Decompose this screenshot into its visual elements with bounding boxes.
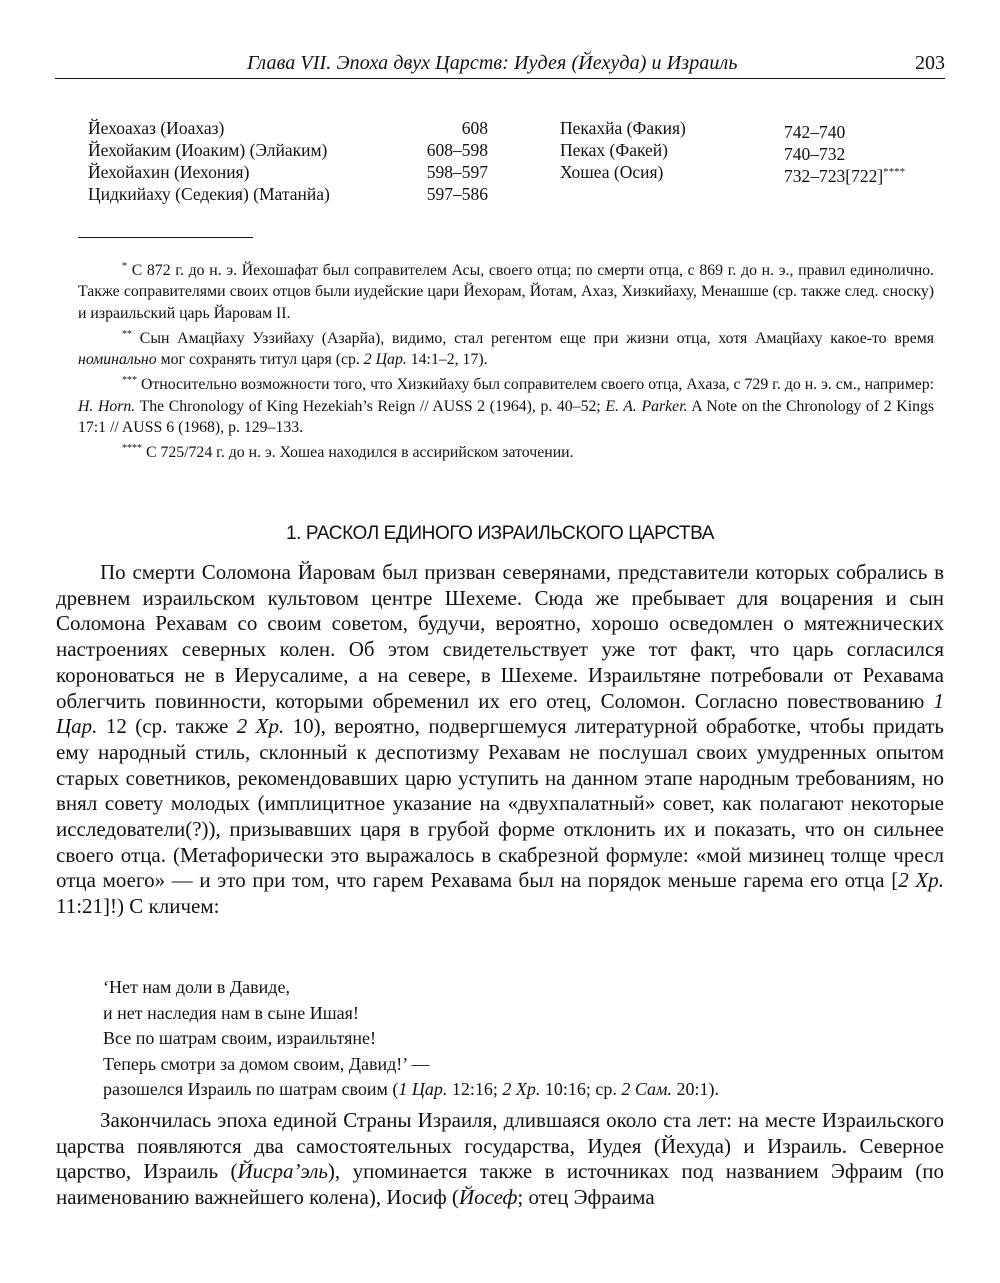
reign-years: 598–597 — [426, 162, 488, 182]
running-header — [55, 52, 945, 78]
reign-row — [560, 139, 940, 164]
reign-row — [88, 161, 488, 183]
footnote — [78, 324, 934, 371]
transliterated-term: Йисра’эль — [237, 1159, 328, 1184]
paragraph-text: Закончилась эпоха единой Страны Израиля, длившаяся около ста лет: на месте Израильского царства появляются два самостоятельных государства, Иудея (Йехуда) и Израиль. Северное царство, Израиль ( — [56, 1108, 944, 1184]
body-paragraph — [56, 1108, 944, 1211]
footnote-marker: **** — [122, 443, 142, 455]
reign-years: 608–598 — [426, 140, 488, 160]
footnotes — [78, 256, 934, 464]
quotation-line — [103, 1077, 719, 1103]
reign-row — [88, 117, 488, 139]
footnote-text: С 872 г. до н. э. Йехошафат был соправителем Асы, своего отца; по смерти отца, с 869 г. до н. э., правил единолично. Также соправителями своих отцов были иудейские цари Йехорам, Йотам, Ахаз, Хизкийаху, Менашше (ср. также след. сноску) и израильский царь Йаровам II. — [78, 262, 934, 322]
reign-table-judah — [88, 117, 488, 205]
footnote-text: The Chronology of King Hezekiah’s Reign // AUSS 2 (1964), p. 40–52; — [135, 397, 606, 415]
footnote — [78, 438, 934, 463]
scripture-reference: 1 Цар. — [56, 688, 944, 739]
paragraph-text: 11:21]!) С кличем: — [56, 894, 220, 919]
reign-row — [560, 161, 940, 186]
king-name: Пекахйа (Факия) — [560, 118, 686, 138]
footnote-emphasis: номинально — [78, 351, 157, 369]
quotation-line: Теперь смотри за домом своим, Давид!’ — — [103, 1053, 430, 1074]
footnote-text: Относительно возможности того, что Хизкийаху был соправителем своего отца, Ахаза, с 729 г. до н. э. см., например: — [140, 376, 934, 394]
footnote-marker: ** — [122, 328, 132, 340]
footnote-marker: **** — [883, 166, 906, 178]
footnote-text: 14:1–2, 17). — [406, 351, 488, 369]
reign-table-israel — [560, 117, 940, 186]
paragraph-text: 10), вероятно, подвергшемуся литературной обработке, чтобы придать ему народный стиль, склонный к деспотизму Рехавам не послушал своих умудренных опытом старых советников, рекомендовавших царю уступить на данном этапе народным требованиям, но внял совету молодых (имплицитное указание на «двухпалатный» совет, как полагают некоторые исследователи(?)), призывавших царя в грубой форме отклонить их и показать, что он сильнее своего отца. (Метафорически это выражалось в скабрезной формуле: «мой мизинец толще чресл отца моего» — и это при том, что гарем Рехавама был на порядок меньше гарема его отца [ — [56, 714, 945, 893]
king-name: Йехойахин (Иехония) — [88, 162, 250, 182]
author-name: H. Horn. — [78, 397, 136, 415]
quotation-text: 20:1). — [672, 1079, 720, 1099]
reign-years-value: 732–723[722] — [784, 166, 884, 186]
quotation-line: ‘Нет нам доли в Давиде, — [103, 977, 290, 997]
paragraph-text: ), упоминается также в источниках под названием Эфраим (по наименованию важнейшего колена), Иосиф ( — [56, 1159, 944, 1210]
footnote-marker: *** — [122, 375, 137, 387]
body-paragraph — [56, 560, 944, 920]
king-name: Цидкийаху (Седекия) (Матанйа) — [88, 184, 330, 204]
header-rule — [55, 78, 945, 79]
page-number: 203 — [915, 52, 945, 74]
reign-years-value: 742–740 — [784, 122, 846, 142]
reign-years — [784, 161, 905, 187]
quotation-text: 12:16; — [447, 1079, 503, 1099]
paragraph-text: По смерти Соломона Йаровам был призван северянами, представители которых собрались в древнем израильском культовом центре Шехеме. Сюда же пребывает для воцарения и сын Соломона Рехавам со своим советом, будучи, вероятно, хорошо осведомлен о мятежнических настроениях северных колен. Об этом свидетельствует уже тот факт, что царь согласился короноваться не в Иерусалиме, а на севере, в Шехеме. Израильтяне потребовали от Рехавама облегчить повинности, которыми обременил их его отец, Соломон. Согласно повествованию — [56, 560, 944, 713]
scripture-reference: 2 Хр. — [502, 1079, 541, 1099]
reign-years: 608 — [461, 118, 488, 138]
scripture-reference: 1 Цар. — [398, 1079, 448, 1099]
reign-row — [88, 139, 488, 161]
transliterated-term: Йосеф — [458, 1185, 518, 1210]
footnote-separator — [78, 237, 253, 238]
paragraph-text: 12 (ср. также — [97, 714, 237, 739]
quotation-text: 10:16; ср. — [540, 1079, 622, 1099]
reign-years-value: 740–732 — [784, 144, 846, 164]
quotation-block — [103, 975, 719, 1103]
king-name: Йехоахаз (Иоахаз) — [88, 118, 225, 138]
footnote-marker: * — [122, 261, 127, 272]
king-name: Пеках (Факей) — [560, 140, 668, 160]
reign-row — [560, 117, 940, 142]
scripture-reference: 2 Цар. — [363, 351, 407, 369]
quotation-text: разошелся Израиль по шатрам своим ( — [103, 1079, 399, 1099]
king-name: Йехойаким (Иоаким) (Элйаким) — [88, 140, 328, 160]
footnote — [78, 370, 934, 438]
footnote-text: A Note on the Chronology of 2 Kings 17:1 // AUSS 6 (1968), p. 129–133. — [78, 397, 935, 437]
footnote-text: С 725/724 г. до н. э. Хошеа находился в ассирийском заточении. — [145, 444, 574, 462]
footnote-text: мог сохранять титул царя (ср. — [156, 351, 364, 369]
reign-row — [88, 183, 488, 205]
scripture-reference: 2 Хр. — [236, 714, 285, 739]
quotation-line: Все по шатрам своим, израильтяне! — [103, 1028, 376, 1048]
reign-years: 597–586 — [426, 184, 488, 204]
author-name: E. A. Parker. — [605, 397, 688, 415]
chapter-title: Глава VII. Эпоха двух Царств: Иудея (Йехуда) и Израиль — [247, 52, 738, 74]
paragraph-text: ; отец Эфраима — [517, 1185, 655, 1210]
quotation-line: и нет наследия нам в сыне Ишая! — [103, 1002, 359, 1023]
footnote-text: Сын Амацйаху Уззийаху (Азарйа), видимо, стал регентом еще при жизни отца, хотя Амацйаху какое-то время — [139, 329, 935, 347]
king-name: Хошеа (Осия) — [560, 162, 664, 182]
section-heading: 1. РАСКОЛ ЕДИНОГО ИЗРАИЛЬСКОГО ЦАРСТВА — [285, 523, 715, 544]
scripture-reference: 2 Хр. — [898, 868, 945, 893]
scripture-reference: 2 Сам. — [621, 1079, 673, 1099]
footnote — [78, 256, 934, 324]
